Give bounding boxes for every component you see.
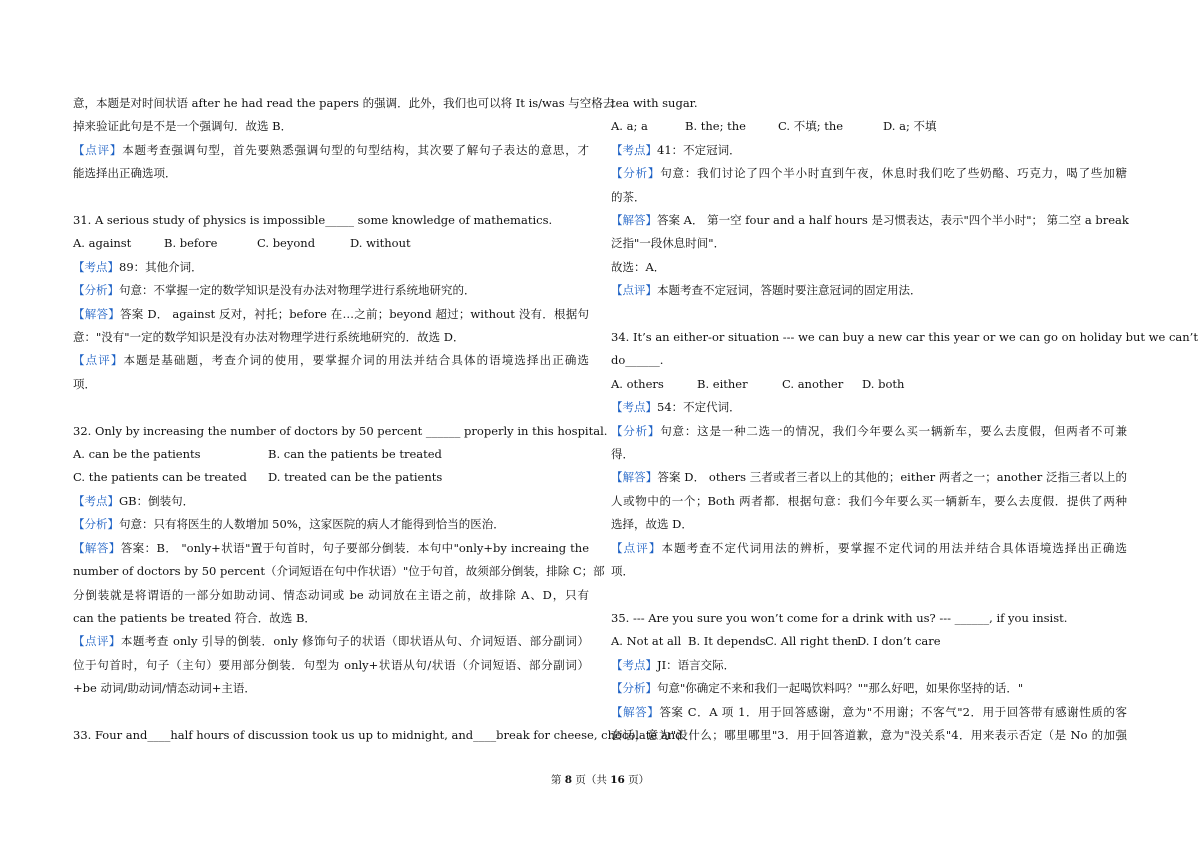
q34-jieda-line-3: 选择，故选 D． (611, 517, 693, 532)
dianping-tag: 【点评】 (73, 353, 124, 368)
q31-dianping-line-2: 项． (73, 376, 96, 391)
footer-total-pages: 16 (610, 774, 625, 786)
q34-option-a: A. others (611, 376, 664, 391)
q32-options-row-1 (73, 443, 589, 466)
q34-stem-line-2: do______. (611, 353, 664, 368)
q35-option-d: D. I don’t care (857, 634, 941, 649)
jieda-tag: 【解答】 (73, 540, 121, 555)
q32-fenxi: 句意：只有将医生的人数增加 50%，这家医院的病人才能得到恰当的医治． (119, 517, 505, 532)
q31-option-b: B. before (164, 236, 218, 251)
q31-fenxi: 句意：不掌握一定的数学知识是没有办法对物理学进行系统地研究的． (119, 283, 476, 298)
q32-dianping-line-3: +be 动词/助动词/情态动词+主语． (73, 681, 256, 696)
intro-comment-line-1: 本题考查强调句型，首先要熟悉强调句型的句型结构，其次要了解句子表达的意思，才 (122, 142, 590, 157)
intro-line-2: 掉来验证此句是不是一个强调句．故选 B． (73, 119, 293, 134)
jieda-tag: 【解答】 (73, 306, 120, 321)
q34-jieda-line-1: 答案 D． others 三者或者三者以上的其他的；either 两者之一；another 泛指三者以上的 (657, 470, 1128, 485)
q35-kaodian: JI：语言交际． (657, 657, 736, 672)
q32-option-a: A. can be the patients (73, 447, 201, 462)
q32-dianping-line-1: 本题考查 only 引导的倒装．only 修饰句子的状语（即状语从句、介词短语、部分副词） (120, 634, 589, 649)
q34-option-d: D. both (862, 376, 905, 391)
fenxi-tag: 【分析】 (73, 283, 119, 298)
jieda-tag: 【解答】 (611, 213, 657, 228)
q33-stem-continued: tea with sugar. (611, 96, 698, 110)
fenxi-tag: 【分析】 (73, 517, 119, 532)
footer-suffix: 页） (628, 774, 650, 786)
intro-comment-line-2: 能选择出正确选项． (73, 166, 177, 181)
q35-fenxi: 句意"你确定不来和我们一起喝饮料吗？""那么好吧，如果你坚持的话．" (657, 681, 1024, 696)
q32-jieda-line-3: 分倒装就是将谓语的一部分如助动词、情态动词或 be 动词放在主语之前，故排除 A、D，只有 (73, 587, 589, 602)
q33-jieda-line-1: 答案 A． 第一空 four and a half hours 是习惯表达，表示"四个半小时"； 第二空 a break (657, 213, 1129, 228)
q34-kaodian: 54：不定代词． (657, 400, 741, 415)
kaodian-tag: 【考点】 (73, 493, 119, 508)
q35-jieda-line-2: 套话，意为"没什么；哪里哪里"3．用于回答道歉，意为"没关系"4．用来表示否定（是 No 的加强 (611, 727, 1127, 742)
q31-dianping-line-1: 本题是基础题，考查介词的使用，要掌握介词的用法并结合具体的语境选择出正确选 (123, 353, 589, 368)
kaodian-tag: 【考点】 (611, 400, 657, 415)
right-column (611, 92, 1198, 747)
q33-fenxi-line-2: 的茶． (611, 189, 646, 204)
q32-stem: 32. Only by increasing the number of doctors by 50 percent ______ properly in this hospital. (73, 423, 608, 438)
dianping-tag: 【点评】 (73, 142, 123, 157)
q32-option-b: B. can the patients be treated (268, 447, 442, 462)
q35-jieda-line-1: 答案 C．A 项 1．用于回答感谢，意为"不用谢；不客气"2．用于回答带有感谢性质的客 (659, 704, 1128, 719)
jieda-tag: 【解答】 (611, 704, 660, 719)
q32-jieda-line-4: can the patients be treated 符合．故选 B． (73, 610, 316, 625)
dianping-tag: 【点评】 (73, 634, 121, 649)
fenxi-tag: 【分析】 (611, 423, 661, 438)
q31-option-a: A. against (73, 236, 132, 251)
q32-jieda-line-1: 答案：B． "only+状语"置于句首时，句子要部分倒装．本句中"only+by increaing the (120, 540, 590, 555)
kaodian-tag: 【考点】 (611, 142, 657, 157)
q32-jieda-line-2: number of doctors by 50 percent（介词短语在句中作状语）"位于句首，故须部分倒装，排除 C；部 (73, 564, 605, 579)
jieda-tag: 【解答】 (611, 470, 658, 485)
q35-option-c: C. All right then (765, 634, 859, 649)
q31-jieda-line-2: 意："没有"一定的数学知识是没有办法对物理学进行系统地研究的．故选 D． (73, 330, 465, 345)
q31-options (73, 232, 589, 255)
q32-option-c: C. the patients can be treated (73, 470, 247, 485)
q34-fenxi-line-2: 得． (611, 447, 634, 462)
q34-fenxi-line-1: 句意：这是一种二选一的情况，我们今年要么买一辆新车，要么去度假，但两者不可兼 (660, 423, 1128, 438)
page-footer (0, 772, 1200, 787)
q31-kaodian: 89：其他介词． (119, 259, 203, 274)
q35-option-b: B. It depends (688, 634, 766, 649)
q33-kaodian: 41：不定冠词． (657, 142, 741, 157)
q33-stem: 33. Four and____half hours of discussion took us up to midnight, and____break for cheese, chocolate and (73, 727, 683, 742)
q32-dianping-line-2: 位于句首时，句子（主句）要用部分倒装．句型为 only+状语从句/状语（介词短语、部分副词） (73, 657, 589, 672)
q34-option-b: B. either (697, 376, 748, 391)
q31-option-d: D. without (350, 236, 411, 251)
q33-option-d: D. a; 不填 (883, 119, 937, 134)
intro-line-1: 意，本题是对时间状语 after he had read the papers 的强调．此外，我们也可以将 It is/was 与空格去 (73, 96, 615, 110)
q35-option-a: A. Not at all (611, 634, 682, 649)
q32-options-row-2 (73, 466, 589, 489)
q33-conclusion: 故选：A． (611, 259, 666, 274)
fenxi-tag: 【分析】 (611, 166, 661, 181)
q32-kaodian: GB：倒装句． (119, 493, 195, 508)
q34-dianping-line-1: 本题考查不定代词用法的辨析，要掌握不定代词的用法并结合具体语境选择出正确选 (661, 540, 1127, 555)
q35-options (611, 630, 1127, 653)
kaodian-tag: 【考点】 (611, 657, 657, 672)
q33-option-c: C. 不填; the (778, 119, 844, 134)
q34-dianping-line-2: 项． (611, 564, 634, 579)
q34-stem-line-1: 34. It’s an either-or situation --- we can buy a new car this year or we can go on holiday but we can’t (611, 330, 1198, 345)
q33-option-a: A. a; a (611, 119, 648, 134)
q33-option-b: B. the; the (685, 119, 746, 134)
q33-jieda-line-2: 泛指"一段休息时间"． (611, 236, 726, 251)
q35-stem: 35. --- Are you sure you won’t come for a drink with us? --- ______, if you insist. (611, 610, 1068, 625)
q31-stem: 31. A serious study of physics is impossible_____ some knowledge of mathematics. (73, 213, 553, 228)
dianping-tag: 【点评】 (611, 283, 657, 298)
kaodian-tag: 【考点】 (73, 259, 119, 274)
q33-fenxi-line-1: 句意：我们讨论了四个半小时直到午夜，休息时我们吃了些奶酪、巧克力，喝了些加糖 (660, 166, 1128, 181)
footer-prefix: 第 (550, 774, 562, 786)
fenxi-tag: 【分析】 (611, 681, 657, 696)
q33-options (611, 115, 1127, 138)
footer-page-number: 8 (564, 774, 572, 786)
footer-middle: 页（共 (575, 774, 607, 786)
dianping-tag: 【点评】 (611, 540, 662, 555)
q34-jieda-line-2: 人或物中的一个；Both 两者都．根据句意：我们今年要么买一辆新车，要么去度假．提供了两种 (611, 493, 1127, 508)
q31-option-c: C. beyond (257, 236, 316, 251)
q34-option-c: C. another (782, 376, 844, 391)
q33-dianping: 本题考查不定冠词，答题时要注意冠词的固定用法． (657, 283, 922, 298)
q31-jieda-line-1: 答案 D． against 反对，衬托；before 在…之前；beyond 超过；without 没有．根据句 (119, 306, 590, 321)
q32-option-d: D. treated can be the patients (268, 470, 443, 485)
q34-options (611, 373, 1127, 396)
